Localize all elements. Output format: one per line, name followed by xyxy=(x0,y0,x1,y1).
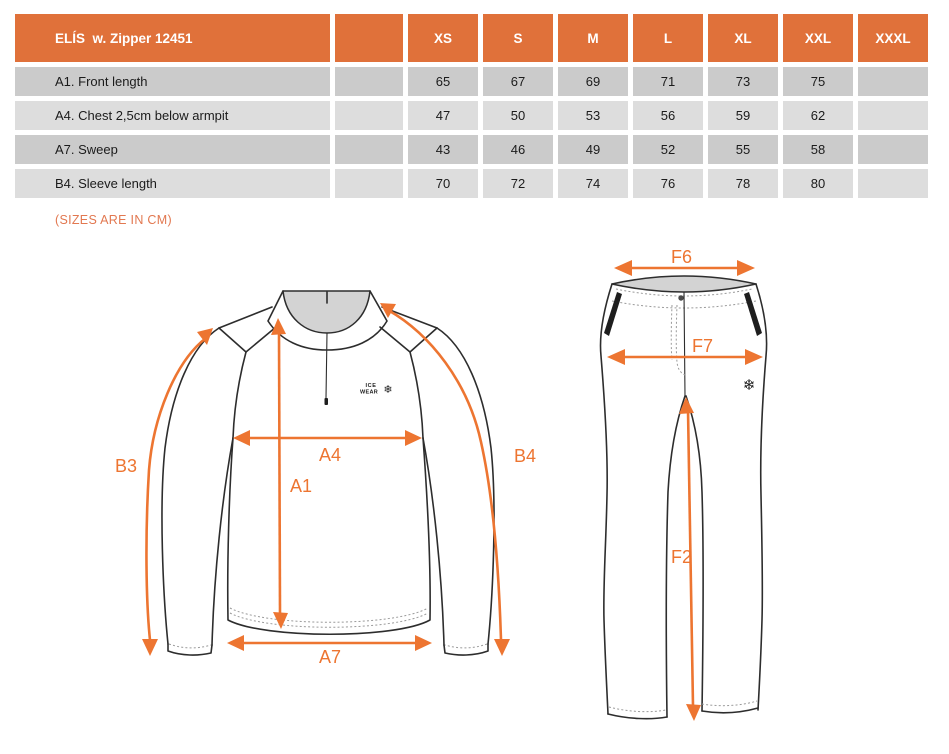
label-b3: B3 xyxy=(115,456,138,476)
left-sleeve-outer xyxy=(162,328,219,644)
row-label-b4: B4. Sleeve length xyxy=(15,169,330,198)
value-cell: 52 xyxy=(633,135,703,164)
left-cuff-stitch xyxy=(169,644,211,648)
size-column-header-l: L xyxy=(633,14,703,62)
row-label-a7: A7. Sweep xyxy=(15,135,330,164)
value-cell xyxy=(858,169,928,198)
value-cell: 55 xyxy=(708,135,778,164)
value-cell: 78 xyxy=(708,169,778,198)
value-cell: 69 xyxy=(558,67,628,96)
left-sleeve-inner xyxy=(212,438,233,645)
right-pocket-trim xyxy=(744,292,762,336)
left-raglan-seam xyxy=(233,352,246,438)
hem-stitch-1 xyxy=(230,613,428,627)
label-a7: A7 xyxy=(319,647,342,667)
value-cell: 46 xyxy=(483,135,553,164)
right-raglan-seam xyxy=(410,352,423,438)
waistband-inner-fill xyxy=(612,276,756,292)
pants-right-outer-seam xyxy=(756,284,767,710)
right-yoke-seam xyxy=(380,327,437,352)
measurement-arrow-f2 xyxy=(671,397,701,721)
size-chart-table xyxy=(15,14,928,198)
left-leg-hem-stitch xyxy=(609,707,666,712)
fly-stitch-2 xyxy=(671,305,672,360)
size-column-header-xxxl: XXXL xyxy=(858,14,928,62)
row-spacer-cell xyxy=(335,67,403,96)
value-cell: 74 xyxy=(558,169,628,198)
brand-text-ice: ICE xyxy=(365,383,377,389)
size-column-header-xs: XS xyxy=(408,14,478,62)
value-cell: 59 xyxy=(708,101,778,130)
value-cell: 53 xyxy=(558,101,628,130)
size-column-header-m: M xyxy=(558,14,628,62)
value-cell: 73 xyxy=(708,67,778,96)
value-cell: 58 xyxy=(783,135,853,164)
row-spacer-cell xyxy=(335,101,403,130)
row-spacer-cell xyxy=(335,135,403,164)
value-cell: 49 xyxy=(558,135,628,164)
waist-button xyxy=(678,295,683,300)
value-cell: 62 xyxy=(783,101,853,130)
measurement-arrow-f6 xyxy=(614,247,755,276)
hem-stitch-2 xyxy=(230,608,428,622)
left-leg-hem xyxy=(608,714,667,719)
size-column-header-s: S xyxy=(483,14,553,62)
pants-left-outer-seam xyxy=(600,284,612,714)
value-cell: 70 xyxy=(408,169,478,198)
shirt-drawing xyxy=(115,291,536,667)
size-column-header-xl: XL xyxy=(708,14,778,62)
measurement-arrow-a1 xyxy=(271,318,312,629)
right-cuff-stitch xyxy=(445,644,487,648)
right-leg-hem xyxy=(702,708,758,713)
value-cell: 50 xyxy=(483,101,553,130)
measurement-arrow-a4 xyxy=(233,430,422,465)
measurement-arrow-b4 xyxy=(380,303,536,656)
left-yoke-seam xyxy=(219,327,276,352)
value-cell: 75 xyxy=(783,67,853,96)
value-cell: 71 xyxy=(633,67,703,96)
shirt-body-outline xyxy=(228,438,430,634)
value-cell: 67 xyxy=(483,67,553,96)
label-f6: F6 xyxy=(671,247,693,267)
row-label-a4: A4. Chest 2,5cm below armpit xyxy=(15,101,330,130)
label-f2: F2 xyxy=(671,547,693,567)
units-note: (SIZES ARE IN CM) xyxy=(55,213,172,227)
value-cell: 65 xyxy=(408,67,478,96)
value-cell: 47 xyxy=(408,101,478,130)
size-column-header-xxl: XXL xyxy=(783,14,853,62)
value-cell xyxy=(858,135,928,164)
pants-snowflake-icon: ❄ xyxy=(742,377,756,394)
right-leg-hem-stitch xyxy=(702,701,757,706)
measurement-arrow-a7 xyxy=(227,635,432,667)
zipper-pull xyxy=(325,398,329,405)
measurement-arrow-b3 xyxy=(115,328,213,656)
value-cell: 43 xyxy=(408,135,478,164)
pants-drawing xyxy=(600,247,766,721)
zipper-line xyxy=(326,333,327,398)
value-cell: 72 xyxy=(483,169,553,198)
row-label-a1: A1. Front length xyxy=(15,67,330,96)
value-cell: 80 xyxy=(783,169,853,198)
measurement-diagrams xyxy=(0,240,949,754)
row-spacer-cell xyxy=(335,169,403,198)
label-b4: B4 xyxy=(514,446,537,466)
label-a4: A4 xyxy=(319,445,342,465)
left-shoulder-seam xyxy=(219,307,272,328)
header-spacer-cell xyxy=(335,14,403,62)
value-cell xyxy=(858,101,928,130)
right-sleeve-outer xyxy=(437,328,494,644)
brand-text-wear: WEAR xyxy=(359,389,379,396)
left-pocket-trim xyxy=(604,292,622,336)
product-title: ELÍS w. Zipper 12451 xyxy=(15,14,330,62)
value-cell: 56 xyxy=(633,101,703,130)
brand-snowflake-icon: ❄ xyxy=(383,384,393,396)
label-a1: A1 xyxy=(290,476,313,496)
label-f7: F7 xyxy=(692,336,714,356)
value-cell: 76 xyxy=(633,169,703,198)
value-cell xyxy=(858,67,928,96)
